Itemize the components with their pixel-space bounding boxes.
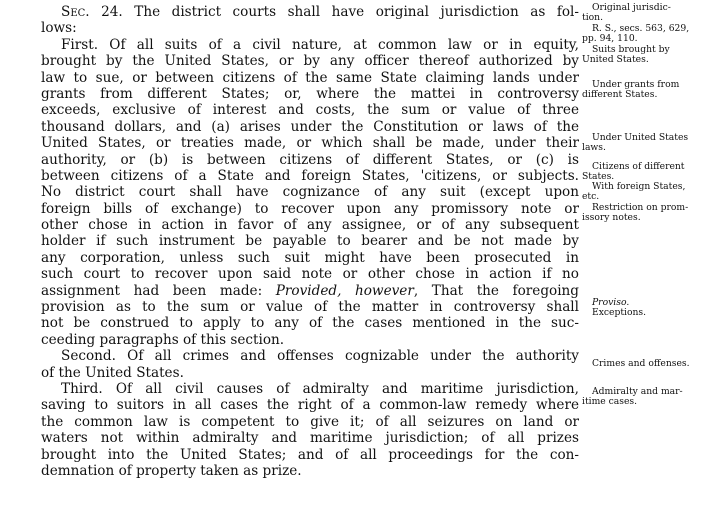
text-line: assignment had been made: Provided, however, That the foregoing [41, 282, 580, 299]
margin-note-citizens-different-states: Citizens of different States. [582, 161, 685, 183]
text-line: brought by the United States, or by any officer thereof authorized by [41, 53, 579, 70]
margin-note-promissory-notes: Restriction on prom- issory notes. [582, 202, 689, 224]
margin-note-under-grants: Under grants from different States. [582, 79, 680, 101]
text-line: saving to suitors in all cases the right of a common-law remedy where [41, 397, 579, 414]
text-line: United States, or treaties made, or which shall be made, under their [41, 135, 579, 152]
margin-note-original-jurisdiction: Original jurisdic- tion. [582, 2, 671, 24]
text-line: authority, or (b) is between citizens of different States, or (c) is [41, 151, 579, 168]
text-line: thousand dollars, and (a) arises under the Constitution or laws of the [41, 118, 579, 135]
text-line: between citizens of a State and foreign States, 'citizens, or subjects. [41, 167, 579, 184]
margin-note-admiralty: Admiralty and mar- itime cases. [582, 386, 683, 408]
text-line: First. Of all suits of a civil nature, at common law or in equity, [61, 36, 579, 53]
margin-note-revised-statutes: R. S., secs. 563, 629, pp. 94, 110. [582, 23, 690, 45]
text-line: other chose in action in favor of any assignee, or of any subsequent [41, 217, 579, 234]
text-line: provision as to the sum or value of the matter in controversy shall [41, 299, 579, 316]
section-label: Sec. [61, 4, 90, 20]
proviso-italic: Provided, however [275, 282, 414, 299]
text-line: holder if such instrument be payable to bearer and be not made by [41, 233, 579, 250]
text-line: of the United States. [41, 364, 184, 381]
text-line: ceeding paragraphs of this section. [41, 331, 285, 348]
text-line: not be construed to apply to any of the cases mentioned in the suc- [41, 315, 579, 332]
margin-note-suits-by-us: Suits brought by United States. [582, 44, 670, 66]
margin-note-foreign-states: With foreign States, etc. [582, 181, 686, 203]
text-line: Second. Of all crimes and offenses cognizable under the authority [61, 348, 579, 365]
margin-note-under-us-laws: Under United States laws. [582, 132, 689, 154]
text-line: law to sue, or between citizens of the same State claiming lands under [41, 69, 579, 86]
text-line: lows: [41, 20, 77, 37]
text-line: No district court shall have cognizance of any suit (except upon [41, 184, 579, 201]
text-line: exceeds, exclusive of interest and costs, the sum or value of three [41, 102, 579, 119]
margin-note-crimes: Crimes and offenses. [592, 358, 690, 369]
text-line: such court to recover upon said note or other chose in action if no [41, 266, 579, 283]
text-line: foreign bills of exchange) to recover upon any promissory note or [41, 200, 579, 217]
text-line: any corporation, unless such suit might have been prosecuted in [41, 249, 579, 266]
text-line: waters not within admiralty and maritime jurisdiction; of all prizes [41, 430, 579, 447]
text-line: the common law is competent to give it; of all seizures on land or [41, 413, 579, 430]
text-line: grants from different States; or, where the mattei in controversy [41, 85, 579, 102]
margin-note-proviso: Proviso. Exceptions. [592, 297, 647, 319]
text-line: brought into the United States; and of all proceedings for the con- [41, 446, 579, 463]
text-line: demnation of property taken as prize. [41, 462, 302, 479]
statute-text [41, 4, 579, 479]
text-line: Sec. 24. The district courts shall have original jurisdiction as fol- [61, 4, 579, 20]
text-line: Third. Of all civil causes of admiralty and maritime jurisdiction, [61, 380, 579, 397]
